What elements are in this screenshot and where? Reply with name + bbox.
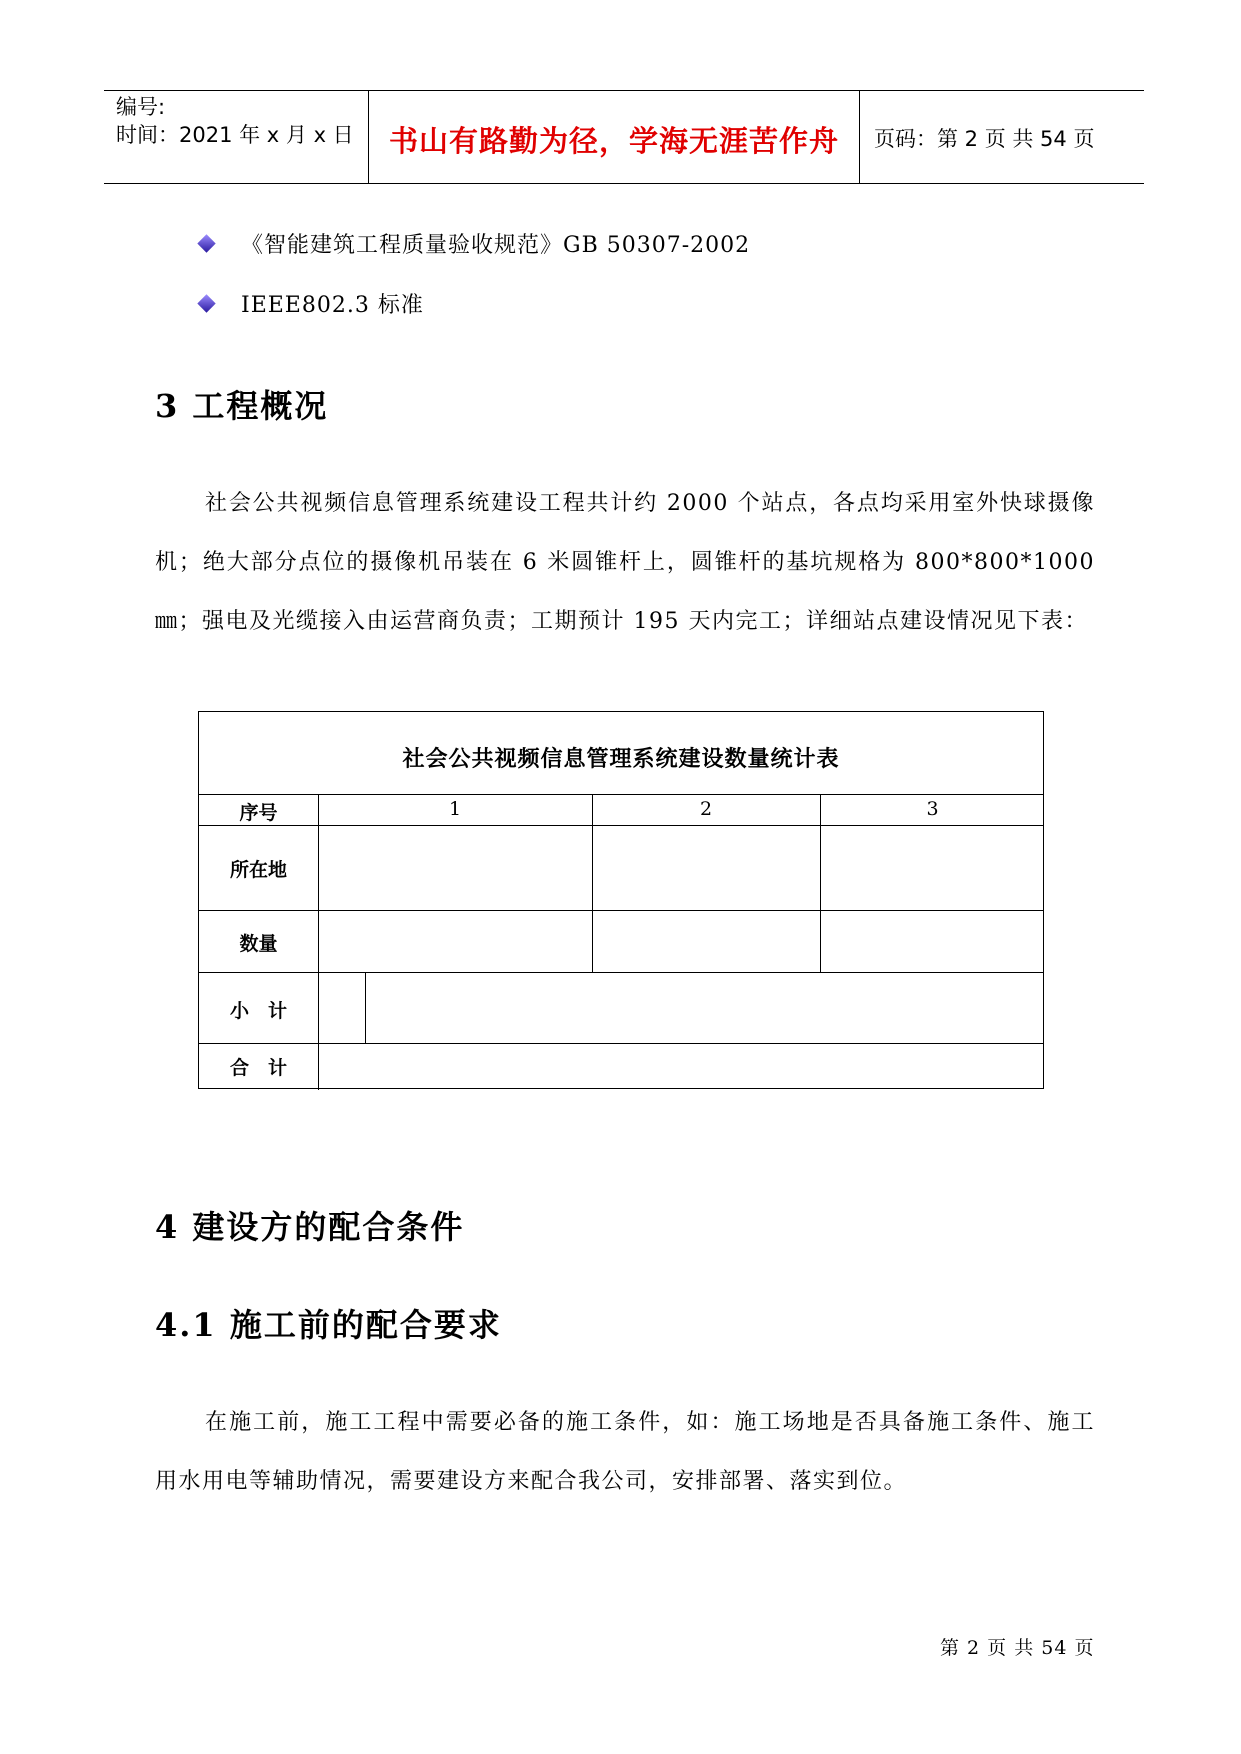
header-divider xyxy=(859,91,860,183)
list-item xyxy=(198,288,424,319)
header-motto: 书山有路勤为径，学海无涯苦作舟 xyxy=(388,124,839,158)
table-row-label: 所在地 xyxy=(229,859,287,881)
list-item-text: 《智能建筑工程质量验收规范》GB 50307-2002 xyxy=(241,233,751,258)
table-rule xyxy=(199,794,1043,795)
subsection-heading: 4.1 施工前的配合要求 xyxy=(155,1306,502,1344)
table-rule xyxy=(199,825,1043,826)
table-rule xyxy=(820,794,821,972)
page-header xyxy=(104,90,1144,184)
header-code-label: 编号: xyxy=(116,95,166,119)
table-rule xyxy=(199,1043,1043,1044)
list-item-text: IEEE802.3 标准 xyxy=(241,293,424,318)
section-heading: 3 工程概况 xyxy=(155,387,329,425)
page-footer: 第 2 页 共 54 页 xyxy=(940,1637,1095,1659)
table-row-label: 合 计 xyxy=(229,1057,287,1079)
section-paragraph: 在施工前，施工工程中需要必备的施工条件，如：施工场地是否具备施工条件、施工用水用电等辅助情况，需要建设方来配合我公司，安排部署、落实到位。 xyxy=(155,1410,1095,1494)
list-item xyxy=(198,228,750,259)
table-column-header: 3 xyxy=(926,798,939,820)
table-row-label: 小 计 xyxy=(229,1000,287,1022)
table-rule xyxy=(318,794,319,1090)
section-paragraph: 社会公共视频信息管理系统建设工程共计约 2000 个站点，各点均采用室外快球摄像机；绝大部分点位的摄像机吊装在 6 米圆锥杆上，圆锥杆的基坑规格为 800*800*1000㎜；强电及光缆接入由运营商负责；工期预计 195 天内完工；详细站点建设情况见下表： xyxy=(155,491,1095,634)
diamond-bullet-icon xyxy=(197,294,215,312)
header-meta xyxy=(116,93,366,149)
header-time-label: 时间：2021 年 x 月 x 日 xyxy=(116,123,354,147)
table-rule xyxy=(199,910,1043,911)
table-rule xyxy=(365,972,366,1043)
section-heading: 4 建设方的配合条件 xyxy=(155,1208,465,1246)
table-rule xyxy=(592,794,593,972)
diamond-bullet-icon xyxy=(197,234,215,252)
table-header-index: 序号 xyxy=(239,802,278,824)
statistics-table xyxy=(198,711,1044,1089)
table-row-label: 数量 xyxy=(239,933,278,955)
table-rule xyxy=(199,972,1043,973)
table-title: 社会公共视频信息管理系统建设数量统计表 xyxy=(402,746,840,772)
table-column-header: 2 xyxy=(699,798,713,820)
header-page-label: 页码：第 2 页 共 54 页 xyxy=(874,127,1095,151)
header-divider xyxy=(368,91,369,183)
table-column-header: 1 xyxy=(448,798,462,820)
